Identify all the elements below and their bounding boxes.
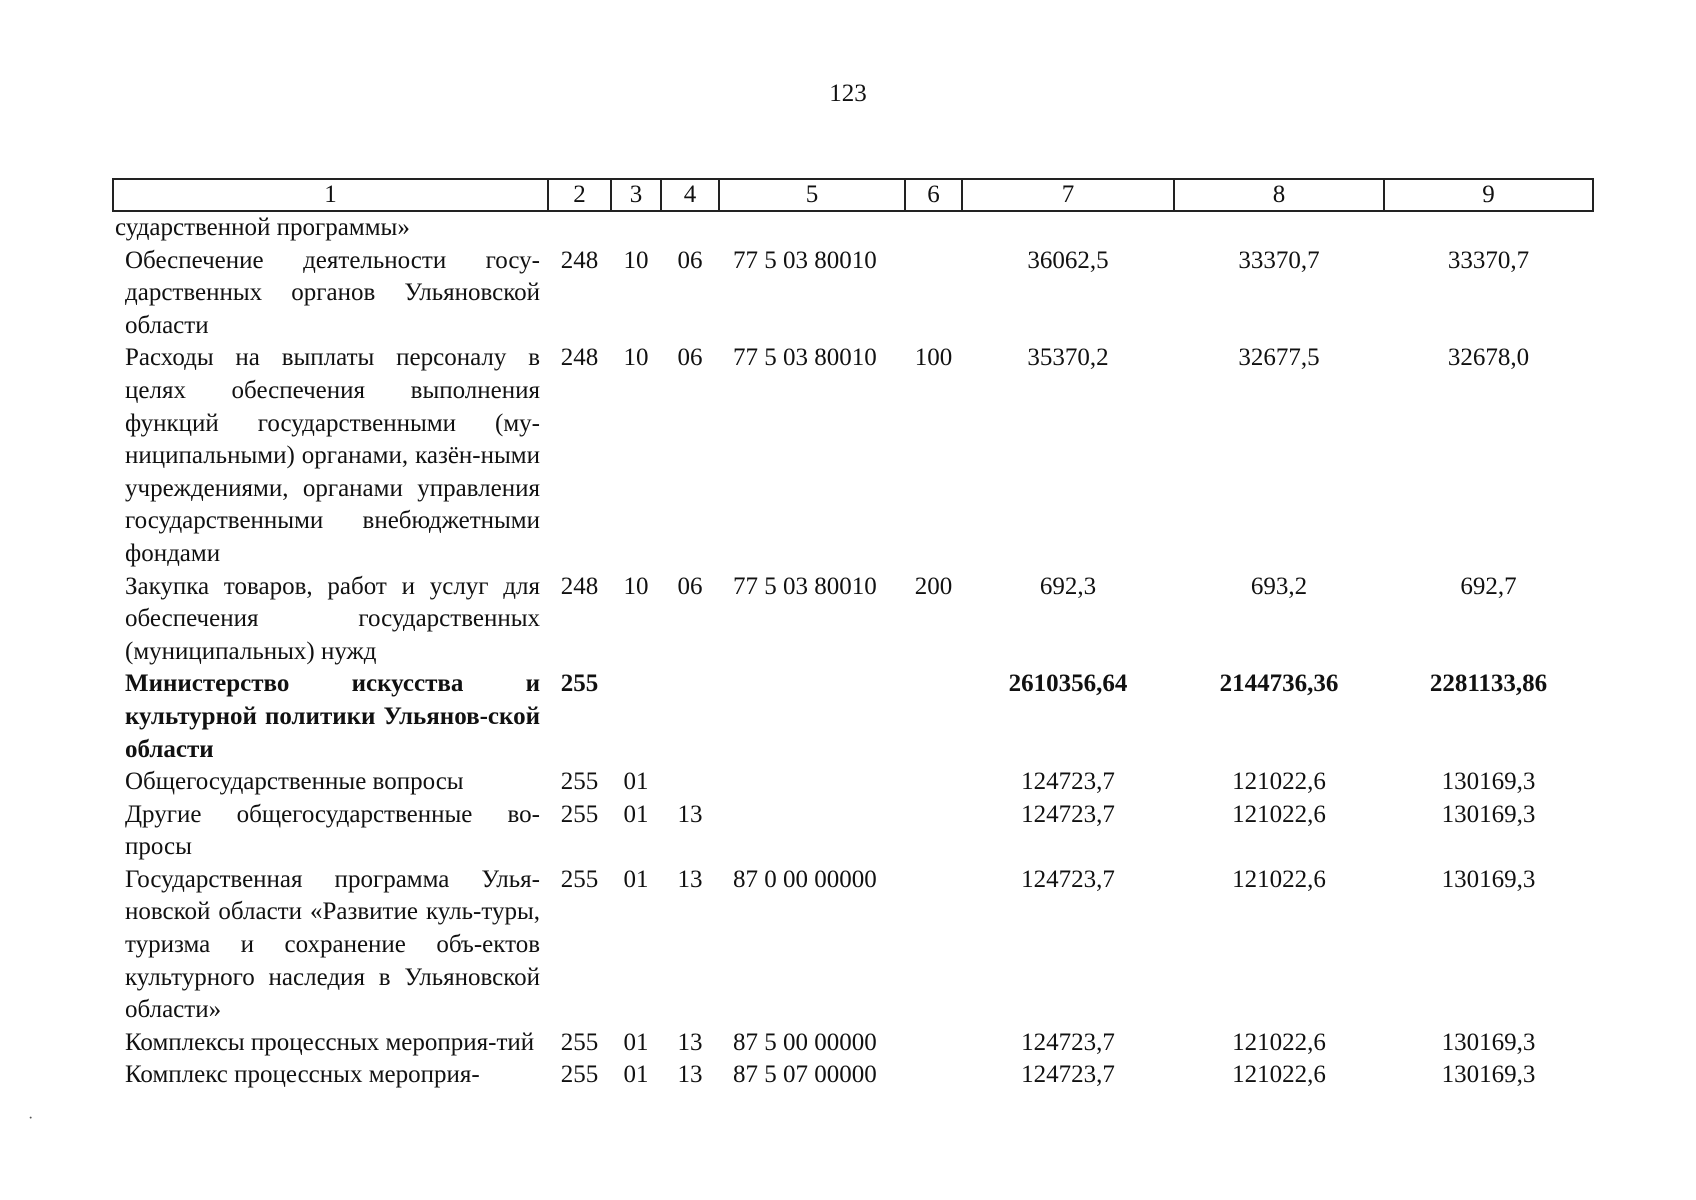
budget-table — [112, 178, 1594, 1092]
row-section — [611, 668, 661, 766]
table-row — [113, 211, 1593, 245]
row-target-article — [719, 799, 905, 864]
row-admin-code: 255 — [560, 800, 599, 828]
row-section: 01 — [623, 1028, 649, 1056]
row-description: Другие общегосударственные во-просы — [125, 800, 540, 861]
row-amount-year-2: 121022,6 — [1232, 768, 1326, 796]
row-expense-type — [905, 668, 962, 766]
row-subsection: 13 — [677, 865, 703, 893]
row-subsection: 13 — [677, 1028, 703, 1056]
row-amount-year-3 — [1384, 211, 1593, 245]
row-amount-year-2: 2144736,36 — [1219, 670, 1339, 698]
row-amount-year-2: 33370,7 — [1238, 246, 1320, 274]
row-admin-code: 248 — [560, 344, 599, 372]
table-body — [113, 211, 1593, 1092]
row-amount-year-1: 2610356,64 — [1008, 670, 1128, 698]
row-amount-year-2: 121022,6 — [1232, 865, 1326, 893]
row-amount-year-3: 33370,7 — [1447, 246, 1530, 274]
row-description: Государственная программа Улья-новской области «Развитие куль-туры, туризма и сохранение объ-ектов культурного наследия в Ульяновской области» — [125, 865, 540, 1024]
row-target-article: 77 5 03 80010 — [733, 344, 877, 372]
row-admin-code: 248 — [560, 246, 599, 274]
row-description: Обеспечение деятельности госу-дарственных органов Ульяновской области — [125, 246, 540, 339]
row-amount-year-2: 121022,6 — [1232, 1061, 1326, 1089]
header-col-8: 8 — [1174, 179, 1384, 211]
table-row — [113, 1059, 1593, 1092]
row-amount-year-2: 693,2 — [1250, 572, 1308, 600]
row-description: Общегосударственные вопросы — [125, 768, 464, 796]
row-admin-code: 248 — [560, 572, 599, 600]
table-row — [113, 1027, 1593, 1060]
row-expense-type: 100 — [914, 344, 953, 372]
row-subsection: 06 — [677, 344, 703, 372]
row-amount-year-1: 36062,5 — [1027, 246, 1109, 274]
row-amount-year-3: 130169,3 — [1441, 768, 1536, 796]
row-admin-code: 255 — [560, 1028, 599, 1056]
scan-specks: · — [28, 1110, 34, 1127]
row-section: 10 — [623, 246, 649, 274]
row-amount-year-3: 692,7 — [1460, 572, 1517, 600]
row-subsection: 13 — [677, 1061, 703, 1089]
row-section: 10 — [623, 572, 649, 600]
row-amount-year-2: 121022,6 — [1232, 1028, 1326, 1056]
row-section: 01 — [623, 768, 649, 796]
row-target-article: 77 5 03 80010 — [733, 246, 877, 274]
row-amount-year-3: 130169,3 — [1441, 1061, 1536, 1089]
table-row — [113, 342, 1593, 570]
row-amount-year-1: 35370,2 — [1027, 344, 1109, 372]
header-col-1: 1 — [113, 179, 548, 211]
header-col-7: 7 — [962, 179, 1174, 211]
row-subsection — [661, 668, 719, 766]
row-target-article: 87 5 00 00000 — [733, 1028, 877, 1056]
row-expense-type — [905, 245, 962, 343]
row-expense-type — [905, 1059, 962, 1092]
row-expense-type — [905, 766, 962, 799]
row-amount-year-1: 124723,7 — [1021, 800, 1115, 828]
row-section: 10 — [623, 344, 649, 372]
header-col-4: 4 — [661, 179, 719, 211]
row-amount-year-1: 124723,7 — [1021, 1028, 1115, 1056]
row-expense-type — [905, 1027, 962, 1060]
row-admin-code: 255 — [560, 865, 599, 893]
row-amount-year-2: 32677,5 — [1238, 344, 1320, 372]
row-subsection: 06 — [677, 572, 703, 600]
row-subsection — [661, 766, 719, 799]
row-expense-type — [905, 864, 962, 1027]
row-description: Министерство искусства и культурной политики Ульянов-ской области — [125, 670, 540, 763]
header-row — [113, 179, 1593, 211]
table-row — [113, 864, 1593, 1027]
row-expense-type — [905, 211, 962, 245]
row-admin-code: 255 — [560, 1061, 599, 1089]
row-expense-type: 200 — [914, 572, 953, 600]
row-amount-year-1: 692,3 — [1039, 572, 1097, 600]
budget-table-container — [112, 178, 1592, 1092]
row-amount-year-3: 130169,3 — [1441, 800, 1536, 828]
table-row — [113, 799, 1593, 864]
row-description: Закупка товаров, работ и услуг для обеспечения государственных (муниципальных) нужд — [125, 572, 540, 665]
row-section — [611, 211, 661, 245]
header-col-2: 2 — [548, 179, 611, 211]
row-amount-year-1: 124723,7 — [1021, 768, 1115, 796]
row-amount-year-3: 32678,0 — [1447, 344, 1530, 372]
row-description: Комплекс процессных мероприя- — [125, 1061, 480, 1089]
row-description: Расходы на выплаты персоналу в целях обеспечения выполнения функций государственными (му-ниципальными) органами, казён-ными учреждениями, органами управления государственными внебюджетными фондами — [125, 344, 540, 567]
row-description: Комплексы процессных мероприя-тий — [125, 1028, 535, 1056]
table-row — [113, 668, 1593, 766]
header-col-3: 3 — [611, 179, 661, 211]
row-amount-year-3: 130169,3 — [1441, 1028, 1536, 1056]
row-amount-year-2 — [1174, 211, 1384, 245]
row-subsection: 06 — [677, 246, 703, 274]
row-amount-year-1: 124723,7 — [1021, 865, 1115, 893]
header-col-5: 5 — [719, 179, 905, 211]
row-amount-year-3: 130169,3 — [1441, 865, 1536, 893]
row-target-article: 87 0 00 00000 — [733, 865, 877, 893]
table-row — [113, 571, 1593, 669]
page-number: 123 — [829, 80, 867, 107]
row-description: сударственной программы» — [115, 214, 410, 241]
row-expense-type — [905, 799, 962, 864]
row-amount-year-1 — [962, 211, 1174, 245]
row-target-article: 87 5 07 00000 — [733, 1061, 877, 1089]
header-col-6: 6 — [905, 179, 962, 211]
row-target-article — [719, 211, 905, 245]
row-section: 01 — [623, 1061, 649, 1089]
row-target-article — [719, 668, 905, 766]
table-row — [113, 766, 1593, 799]
row-amount-year-2: 121022,6 — [1232, 800, 1326, 828]
row-admin-code — [548, 211, 611, 245]
row-amount-year-1: 124723,7 — [1021, 1061, 1115, 1089]
row-subsection — [661, 211, 719, 245]
row-target-article — [719, 766, 905, 799]
row-admin-code: 255 — [560, 670, 599, 698]
row-target-article: 77 5 03 80010 — [733, 572, 877, 600]
row-amount-year-3: 2281133,86 — [1429, 670, 1548, 698]
row-admin-code: 255 — [560, 768, 599, 796]
header-col-9: 9 — [1384, 179, 1593, 211]
row-subsection: 13 — [677, 800, 703, 828]
table-row — [113, 245, 1593, 343]
row-section: 01 — [623, 865, 649, 893]
row-section: 01 — [623, 800, 649, 828]
